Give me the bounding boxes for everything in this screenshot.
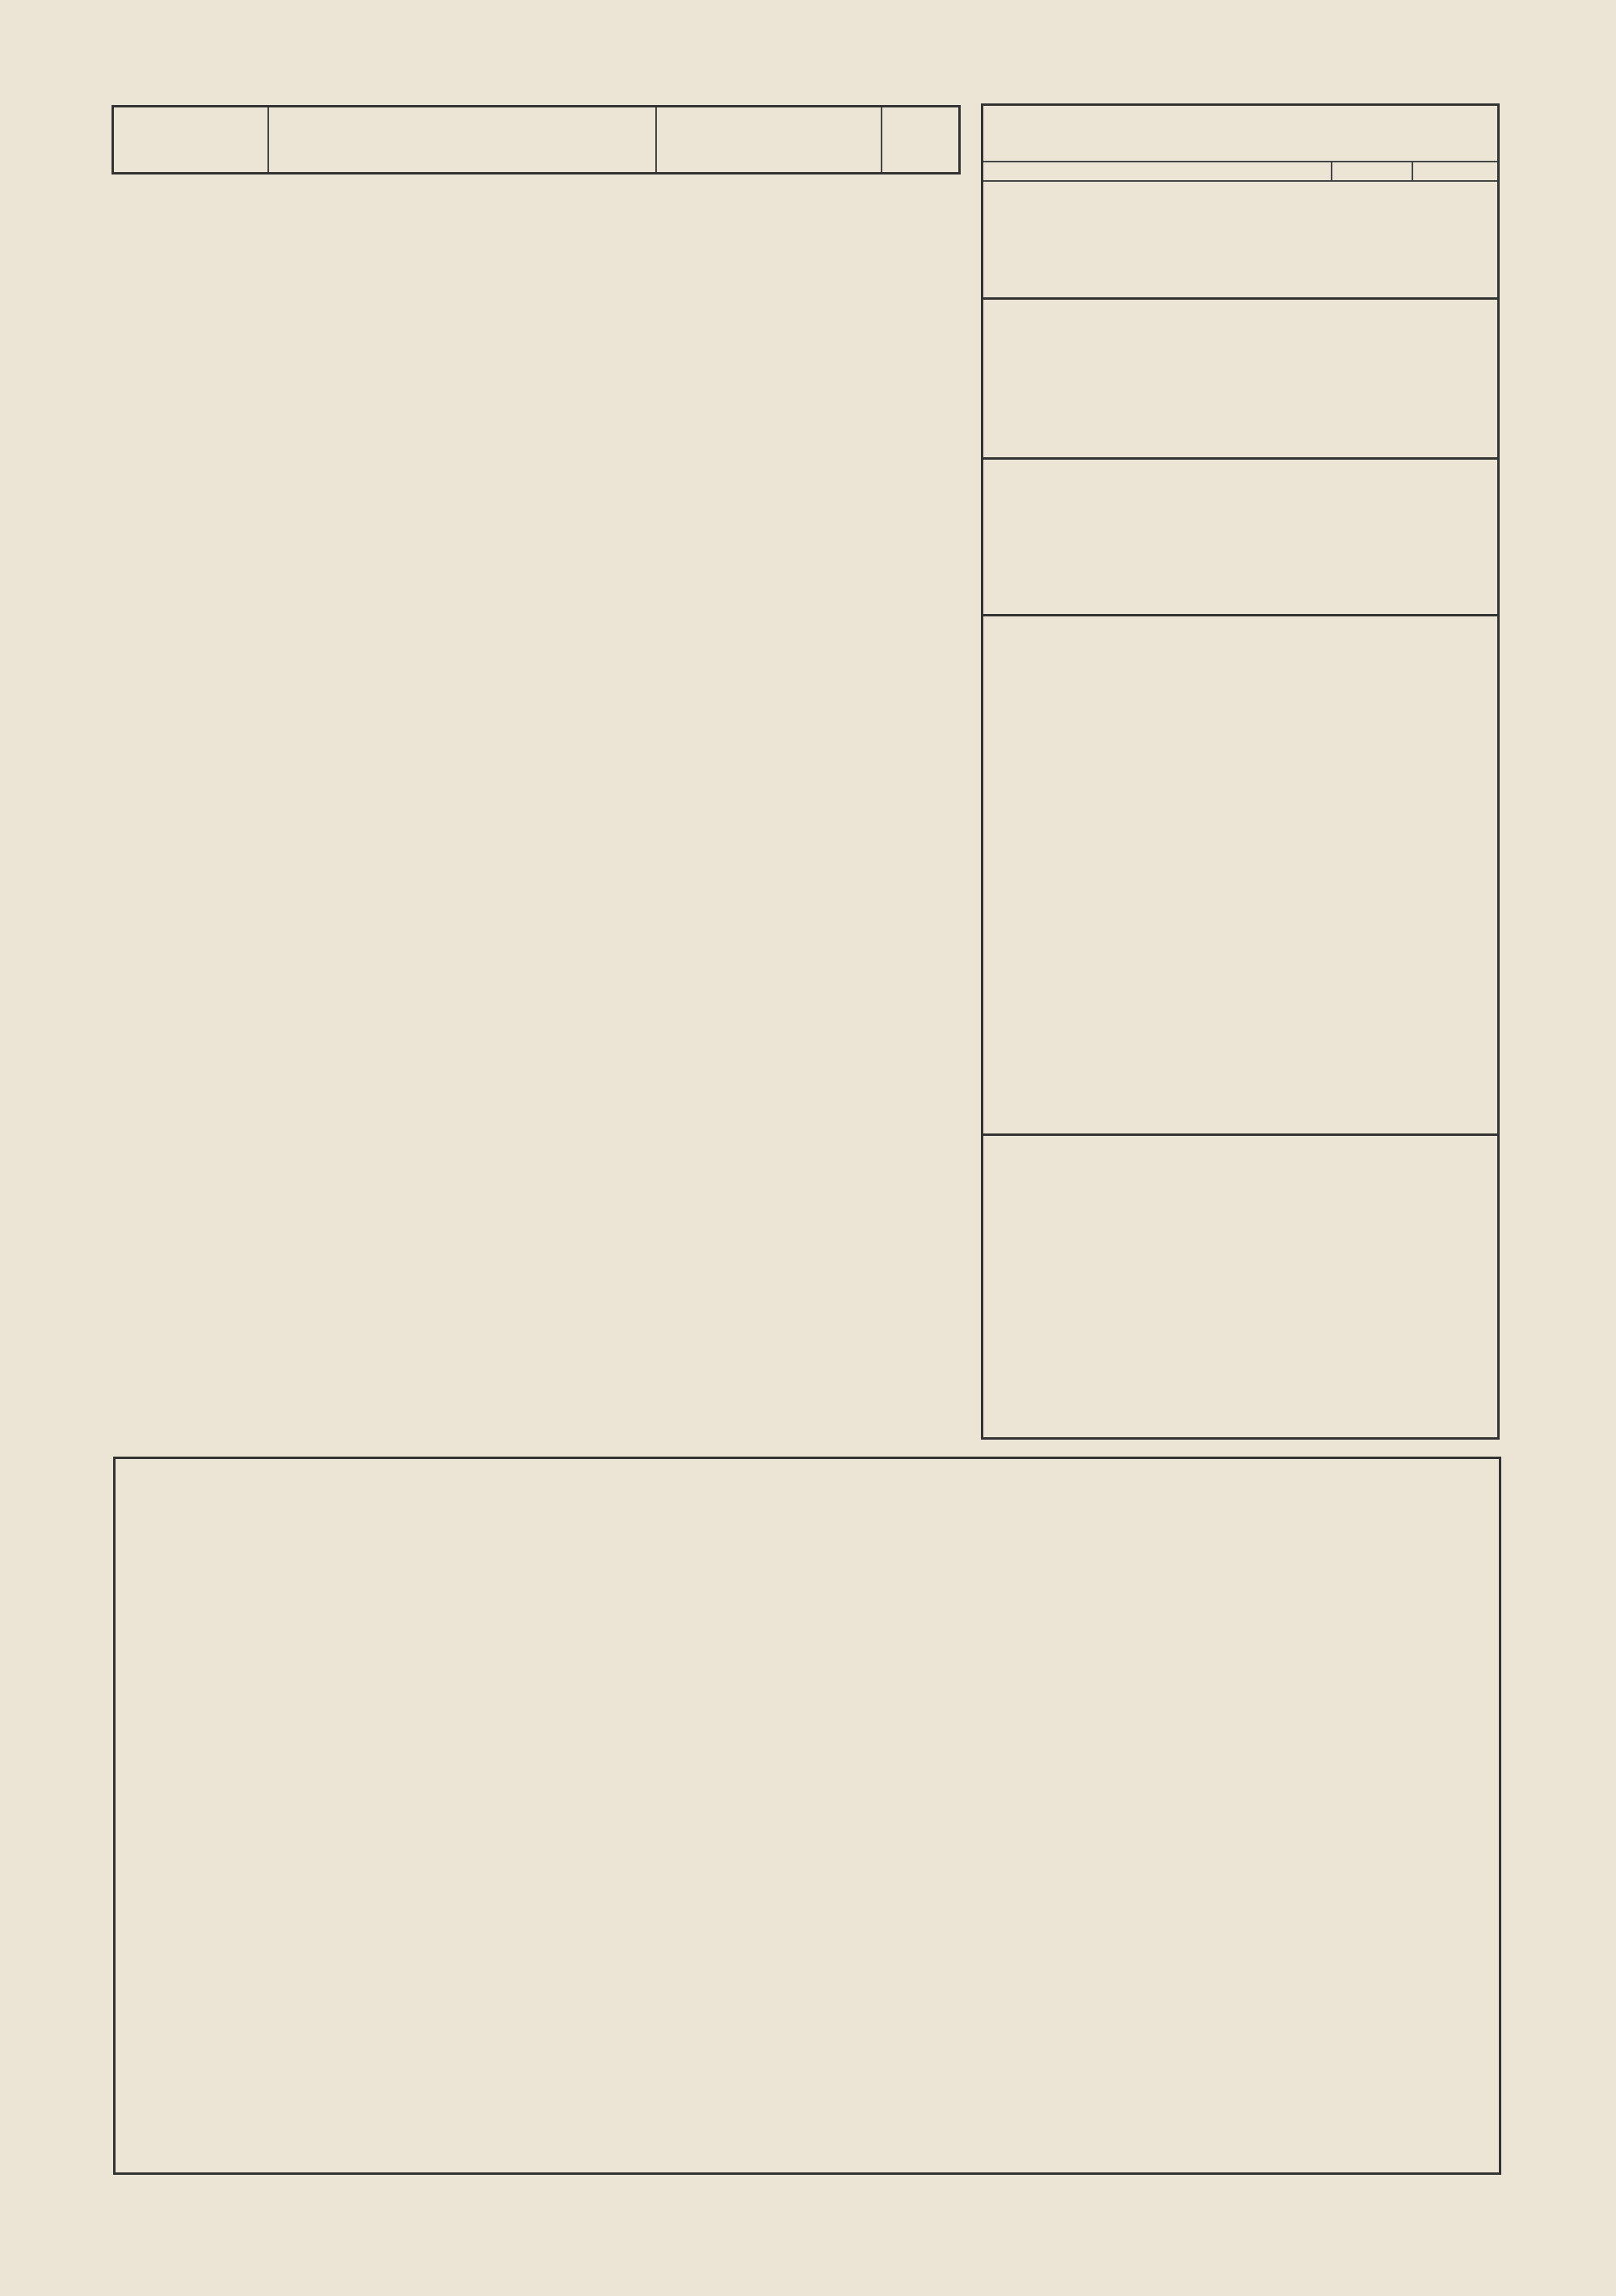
- station-header: [113, 107, 268, 174]
- hinweise-section: [983, 1133, 1497, 1435]
- klimadaten-subtitle: [1127, 133, 1153, 160]
- luftdruck-table: [983, 674, 1497, 696]
- globalstrahlung-section: [983, 457, 1497, 615]
- klimadaten-col-wert: [1412, 162, 1497, 181]
- right-panel: [981, 103, 1500, 1440]
- article-block: [113, 1457, 1501, 2175]
- station-table: [112, 105, 961, 175]
- sonne-table: [983, 1074, 1497, 1125]
- gestern-bis-heute-header: [656, 107, 882, 174]
- klimadaten-table: [983, 161, 1497, 182]
- boden-table: [983, 864, 1497, 891]
- heute-header: [882, 107, 960, 174]
- weitere-section: [983, 297, 1497, 458]
- gestern-header: [268, 107, 656, 174]
- klimadaten-section: [983, 106, 1497, 296]
- klimadaten-col-jahr: [1332, 162, 1412, 181]
